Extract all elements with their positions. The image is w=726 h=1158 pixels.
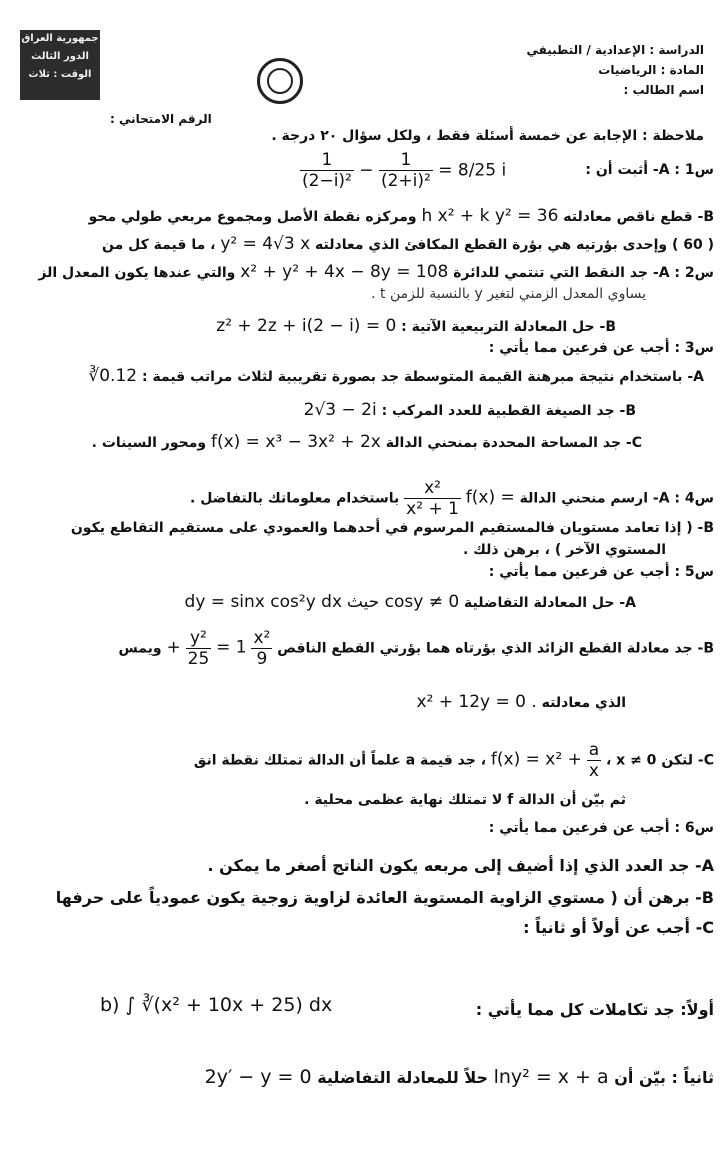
q1-b-math: h x² + k y² = 36	[421, 206, 559, 226]
q6-c-line: C- أجب عن أولاً أو ثانياً :	[523, 918, 714, 937]
q5-b-text: B- جد معادلة القطع الزائد الذي بؤرتاه هما بؤرتي القطع الناقص	[277, 640, 714, 657]
q5-b-den1: 9	[256, 649, 268, 669]
q4-a-den: x² + 1	[406, 499, 459, 519]
q1-rhs: 8/25 i	[457, 160, 507, 181]
q2-b-text: B- حل المعادلة التربيعية الآتية :	[401, 319, 616, 335]
q6-second-math2: 2y′ − y = 0	[204, 1066, 312, 1088]
q5-b-eq: = 1	[216, 637, 247, 658]
q5-b-line2	[417, 692, 627, 712]
q3-c-text: C- جد المساحة المحددة بمنحني الدالة	[385, 435, 642, 451]
header-round: الدور الثالث	[31, 51, 89, 62]
q5-a-text: A- حل المعادلة التفاضلية	[464, 595, 636, 611]
q5-b-math2: x² + 12y = 0 .	[416, 692, 537, 712]
q3-c-line	[92, 432, 642, 452]
header-study: الدراسة : الإعدادية / التطبيقي	[526, 43, 704, 57]
q5-b-num2: y²	[186, 628, 212, 649]
q5-c-line1	[194, 740, 714, 781]
q2-b-line	[216, 316, 616, 336]
q2-a-line1	[38, 262, 714, 282]
q5-c-text: C- لتكن	[661, 752, 714, 769]
q5-b-line1: B- جد معادلة القطع الزائد الذي بؤرتاه هما بؤرتي القطع الناقص $\frac{\text{x²}}{9}$ + $\frac{\text{y²}}{25}$ = 1 ويمس	[118, 628, 714, 669]
q5-c-den: x	[588, 761, 599, 781]
ministry-seal-icon	[257, 58, 303, 104]
q1-b-line2	[102, 234, 714, 254]
q6-title: س6 : أجب عن فرعين مما يأتي :	[488, 820, 714, 836]
q2-a-text2: والتي عندها يكون المعدل الز	[38, 265, 236, 281]
q1-frac2-den: (2+i)²	[380, 171, 431, 191]
q4-a-num: x²	[404, 478, 461, 499]
q3-a-text: A- باستخدام نتيجة مبرهنة القيمة المتوسطة جد بصورة تقريبية لثلاث مراتب قيمة :	[141, 369, 704, 385]
q6-first-math: b) ∫ ∛(x² + 10x + 25) dx	[100, 994, 333, 1016]
q3-b-line	[304, 400, 636, 420]
q1-b-line2-text: ( 60 ) وإحدى بؤرتيه هي بؤرة القطع المكافئ الذي معادلته	[315, 237, 714, 253]
q1-frac1-num: 1	[300, 150, 354, 171]
q6-second-text2: حلاً للمعادلة التفاضلية	[317, 1068, 489, 1087]
q3-b-math: 2√3 − 2i	[303, 400, 377, 420]
q1-b-line2-end: ، ما قيمة كل من	[102, 237, 216, 253]
q6-first-text: أولاً: جد تكاملات كل مما يأتي :	[475, 1000, 714, 1019]
q2-a-math: x² + y² + 4x − 8y = 108	[240, 262, 449, 282]
exam-number-label: الرقم الامتحاني :	[110, 112, 212, 126]
q1-b-line1	[89, 206, 714, 226]
header-stamp-block	[20, 30, 100, 100]
header-country: جمهورية العراق	[21, 33, 99, 44]
q2-b-math: z² + 2z + i(2 − i) = 0	[216, 316, 397, 336]
q1-b-text: B- قطع ناقص معادلته	[563, 209, 714, 225]
q5-title: س5 : أجب عن فرعين مما يأتي :	[488, 564, 714, 580]
q1-b-math2: y² = 4√3 x	[220, 234, 311, 254]
q6-second-line	[205, 1066, 714, 1088]
q2-a-text: س2 : A- جد النقط التي تنتمي للدائرة	[453, 265, 714, 281]
q3-a-math: ∛0.12	[88, 366, 138, 386]
q5-c-cond: ، x ≠ 0 ، جد قيمة a علماً أن الدالة تمتلك نقطة انق	[193, 752, 657, 769]
q4-a-text2: باستخدام معلوماتك بالتفاضل .	[190, 490, 400, 507]
q6-a-line: A- جد العدد الذي إذا أضيف إلى مربعه يكون الناتج أصغر ما يمكن .	[207, 856, 714, 875]
q1-b-text2: ومركزه نقطة الأصل ومجموع مربعي طولي محو	[88, 209, 417, 225]
q4-b-line1: B- ( إذا تعامد مستويان فالمستقيم المرسوم في أحدهما والعمودي على مستقيم التقاطع يكون	[70, 520, 714, 536]
q5-a-math: dy = sinx cos²y dx	[184, 592, 343, 612]
header-info	[526, 40, 704, 100]
q5-c-math: f(x) = x² +	[490, 749, 582, 770]
q3-c-math: f(x) = x³ − 3x² + 2x	[210, 432, 381, 452]
q5-a-cond: حيث cosy ≠ 0	[346, 592, 460, 612]
q4-b-line2: المستوي الآخر ) ، برهن ذلك .	[462, 542, 666, 558]
q4-a-f: f(x) =	[465, 487, 515, 508]
q1-frac2-num: 1	[379, 150, 433, 171]
q2-a-line2: يساوي المعدل الزمني لتغير y بالنسبة للزمن t .	[371, 286, 646, 302]
header-student-name: اسم الطالب :	[623, 83, 704, 97]
q1-frac1-den: (2−i)²	[302, 171, 352, 191]
q1-a-label: س1 : A- أثبت أن :	[585, 162, 714, 178]
q5-b-den2: 25	[187, 649, 210, 669]
q3-c-text2: ومحور السينات .	[91, 435, 207, 451]
q5-b-text2: ويمس	[118, 640, 162, 657]
q6-b-line: B- برهن أن ( مستوي الزاوية المستوية العائدة لزاوية زوجية يكون عمودياً على حرفها	[55, 888, 714, 907]
q5-b-num1: x²	[253, 628, 271, 648]
q3-title: س3 : أجب عن فرعين مما يأتي :	[488, 340, 714, 356]
q5-b-line2-text: الذي معادلته	[541, 695, 626, 711]
q6-second-text: ثانياً : بيّن أن	[614, 1068, 714, 1087]
q4-a-text: س4 : A- ارسم منحني الدالة	[519, 490, 714, 507]
q3-a-line	[88, 366, 704, 386]
instructions-note: ملاحظة : الإجابة عن خمسة أسئلة فقط ، ولكل سؤال ٢٠ درجة .	[271, 128, 704, 144]
q5-c-num: a	[588, 740, 600, 760]
q4-a-line	[190, 478, 714, 519]
q3-b-text: B- جد الصيغة القطبية للعدد المركب :	[381, 403, 636, 419]
q5-c-line2: ثم بيّن أن الدالة f لا تمتلك نهاية عظمى محلية .	[304, 792, 626, 808]
q6-second-math: lny² = x + a	[493, 1066, 609, 1088]
header-subject: المادة : الرياضيات	[598, 63, 704, 77]
q1-a-equation: $\frac{1}{\text{(2−i)²}}$ − $\frac{1}{\text{(2+i)²}}$ = 8/25 i	[302, 150, 507, 191]
q5-a-line	[185, 592, 636, 612]
header-time: الوقت : ثلاث	[28, 69, 92, 80]
